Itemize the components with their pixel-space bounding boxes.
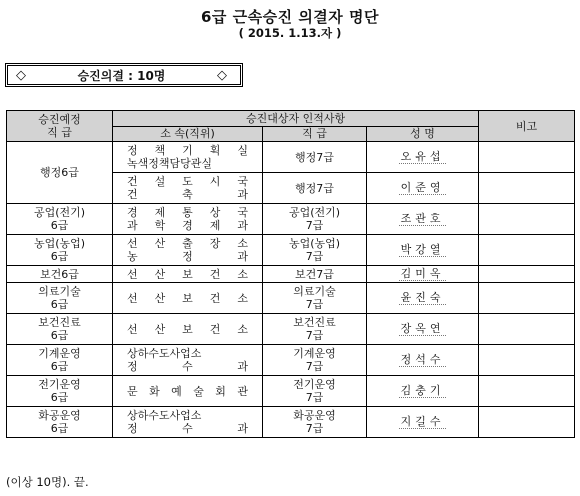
candidate-name: 지길수 — [400, 415, 445, 428]
candidate-name: 오유섭 — [400, 150, 445, 163]
current-grade-text: 기계운영 — [293, 347, 336, 360]
remarks-cell — [479, 235, 575, 266]
name-cell — [367, 314, 479, 345]
promotion-roster-table — [6, 110, 575, 438]
table-row — [7, 204, 575, 235]
affiliation-text: 선 산 출 장 소 — [127, 237, 248, 250]
target-grade-text: 6급 — [50, 298, 69, 311]
table-row — [7, 345, 575, 376]
document-footer: (이상 10명). 끝. — [6, 475, 89, 489]
affiliation-text: 정 수 과 — [127, 422, 248, 435]
target-grade-cell — [7, 204, 113, 235]
target-grade-cell — [7, 283, 113, 314]
target-grade-text: 행정6급 — [40, 166, 79, 179]
promotion-summary-text: 승진의결 : 10명 — [77, 68, 166, 83]
candidate-name: 김충기 — [400, 384, 445, 397]
current-grade-text: 농업(농업) — [288, 237, 341, 250]
current-grade-text: 7급 — [305, 360, 324, 373]
current-grade-text: 7급 — [305, 329, 324, 342]
candidate-name: 조관호 — [400, 212, 445, 225]
roster-body — [7, 142, 575, 438]
name-cell — [367, 266, 479, 283]
table-row — [7, 235, 575, 266]
current-grade-cell — [263, 407, 367, 438]
affiliation-text: 상하수도사업소 — [127, 347, 202, 360]
affiliation-text: 선 산 보 건 소 — [127, 322, 248, 336]
diamond-icon-right: ◇ — [216, 67, 227, 83]
document-title: 6급 근속승진 의결자 명단 — [200, 8, 379, 26]
current-grade-text: 보건7급 — [295, 267, 334, 281]
name-cell — [367, 173, 479, 204]
affiliation-text: 건 설 도 시 국 — [127, 175, 248, 188]
target-grade-text: 6급 — [50, 360, 69, 373]
affiliation-text: 농 정 과 — [127, 250, 248, 263]
target-grade-text: 6급 — [50, 329, 69, 342]
remarks-cell — [479, 204, 575, 235]
remarks-cell — [479, 142, 575, 173]
affiliation-cell — [113, 173, 263, 204]
affiliation-text: 정 수 과 — [127, 360, 248, 373]
target-grade-cell — [7, 266, 113, 283]
target-grade-cell — [7, 376, 113, 407]
current-grade-cell — [263, 314, 367, 345]
target-grade-cell — [7, 142, 113, 204]
header-target-grade-line2: 직 급 — [47, 126, 72, 139]
affiliation-cell — [113, 266, 263, 283]
promotion-summary-box — [5, 63, 243, 87]
name-cell — [367, 407, 479, 438]
current-grade-text: 7급 — [305, 250, 324, 263]
table-row — [7, 314, 575, 345]
affiliation-text: 상하수도사업소 — [127, 409, 202, 422]
candidate-name: 윤진숙 — [400, 291, 445, 304]
current-grade-text: 전기운영 — [293, 378, 336, 391]
current-grade-cell — [263, 283, 367, 314]
header-grade: 직 급 — [263, 126, 367, 142]
header-remarks: 비고 — [479, 111, 575, 142]
remarks-cell — [479, 407, 575, 438]
affiliation-text: 문 화 예 술 회 관 — [127, 384, 248, 398]
current-grade-cell — [263, 266, 367, 283]
target-grade-text: 6급 — [50, 219, 69, 232]
table-row — [7, 407, 575, 438]
target-grade-text: 6급 — [50, 250, 69, 263]
current-grade-text: 7급 — [305, 298, 324, 311]
target-grade-text: 화공운영 — [38, 409, 81, 422]
target-grade-text: 전기운영 — [38, 378, 81, 391]
current-grade-text: 의료기술 — [293, 285, 336, 298]
affiliation-text: 선 산 보 건 소 — [127, 267, 248, 281]
remarks-cell — [479, 314, 575, 345]
affiliation-cell — [113, 142, 263, 173]
affiliation-cell — [113, 407, 263, 438]
candidate-name: 정석수 — [400, 353, 445, 366]
table-row — [7, 142, 575, 173]
current-grade-cell — [263, 173, 367, 204]
current-grade-text: 공업(전기) — [288, 206, 341, 219]
affiliation-text: 경 제 통 상 국 — [127, 206, 248, 219]
current-grade-cell — [263, 376, 367, 407]
current-grade-cell — [263, 345, 367, 376]
candidate-name: 장옥연 — [400, 322, 445, 335]
current-grade-text: 보건진료 — [293, 316, 336, 329]
header-target-grade — [7, 111, 113, 142]
affiliation-cell — [113, 204, 263, 235]
name-cell — [367, 345, 479, 376]
affiliation-cell — [113, 376, 263, 407]
candidate-name: 박강열 — [400, 243, 445, 256]
target-grade-text: 기계운영 — [38, 347, 81, 360]
affiliation-text: 건 축 과 — [127, 188, 248, 201]
candidate-name: 이준영 — [400, 181, 445, 194]
remarks-cell — [479, 173, 575, 204]
header-name: 성 명 — [367, 126, 479, 142]
name-cell — [367, 376, 479, 407]
target-grade-text: 보건6급 — [40, 267, 79, 281]
affiliation-text: 녹색정책담당관실 — [127, 157, 213, 170]
table-row — [7, 266, 575, 283]
current-grade-text: 행정7급 — [295, 181, 334, 195]
affiliation-text: 과 학 경 제 과 — [127, 219, 248, 232]
remarks-cell — [479, 283, 575, 314]
affiliation-cell — [113, 235, 263, 266]
target-grade-text: 농업(농업) — [33, 237, 86, 250]
current-grade-cell — [263, 142, 367, 173]
current-grade-text: 7급 — [305, 422, 324, 435]
affiliation-text: 선 산 보 건 소 — [127, 291, 248, 305]
name-cell — [367, 204, 479, 235]
target-grade-text: 보건진료 — [38, 316, 81, 329]
document-date: ( 2015. 1.13.자 ) — [238, 26, 342, 40]
header-target-grade-line1: 승진예정 — [38, 113, 81, 126]
current-grade-cell — [263, 204, 367, 235]
target-grade-text: 공업(전기) — [33, 206, 86, 219]
header-affiliation: 소 속(직위) — [113, 126, 263, 142]
target-grade-text: 의료기술 — [38, 285, 81, 298]
affiliation-cell — [113, 314, 263, 345]
remarks-cell — [479, 266, 575, 283]
affiliation-cell — [113, 345, 263, 376]
candidate-name: 김미옥 — [400, 267, 445, 280]
target-grade-cell — [7, 235, 113, 266]
target-grade-text: 6급 — [50, 391, 69, 404]
name-cell — [367, 142, 479, 173]
target-grade-cell — [7, 314, 113, 345]
target-grade-cell — [7, 345, 113, 376]
table-row — [7, 283, 575, 314]
table-row — [7, 376, 575, 407]
diamond-icon-left: ◇ — [16, 67, 26, 83]
remarks-cell — [479, 376, 575, 407]
target-grade-cell — [7, 407, 113, 438]
current-grade-text: 7급 — [305, 219, 324, 232]
current-grade-text: 화공운영 — [293, 409, 336, 422]
name-cell — [367, 235, 479, 266]
remarks-cell — [479, 345, 575, 376]
target-grade-text: 6급 — [50, 422, 69, 435]
current-grade-cell — [263, 235, 367, 266]
current-grade-text: 행정7급 — [295, 150, 334, 164]
current-grade-text: 7급 — [305, 391, 324, 404]
header-candidate-info: 승진대상자 인적사항 — [113, 111, 479, 127]
affiliation-cell — [113, 283, 263, 314]
name-cell — [367, 283, 479, 314]
affiliation-text: 정 책 기 획 실 — [127, 144, 248, 157]
